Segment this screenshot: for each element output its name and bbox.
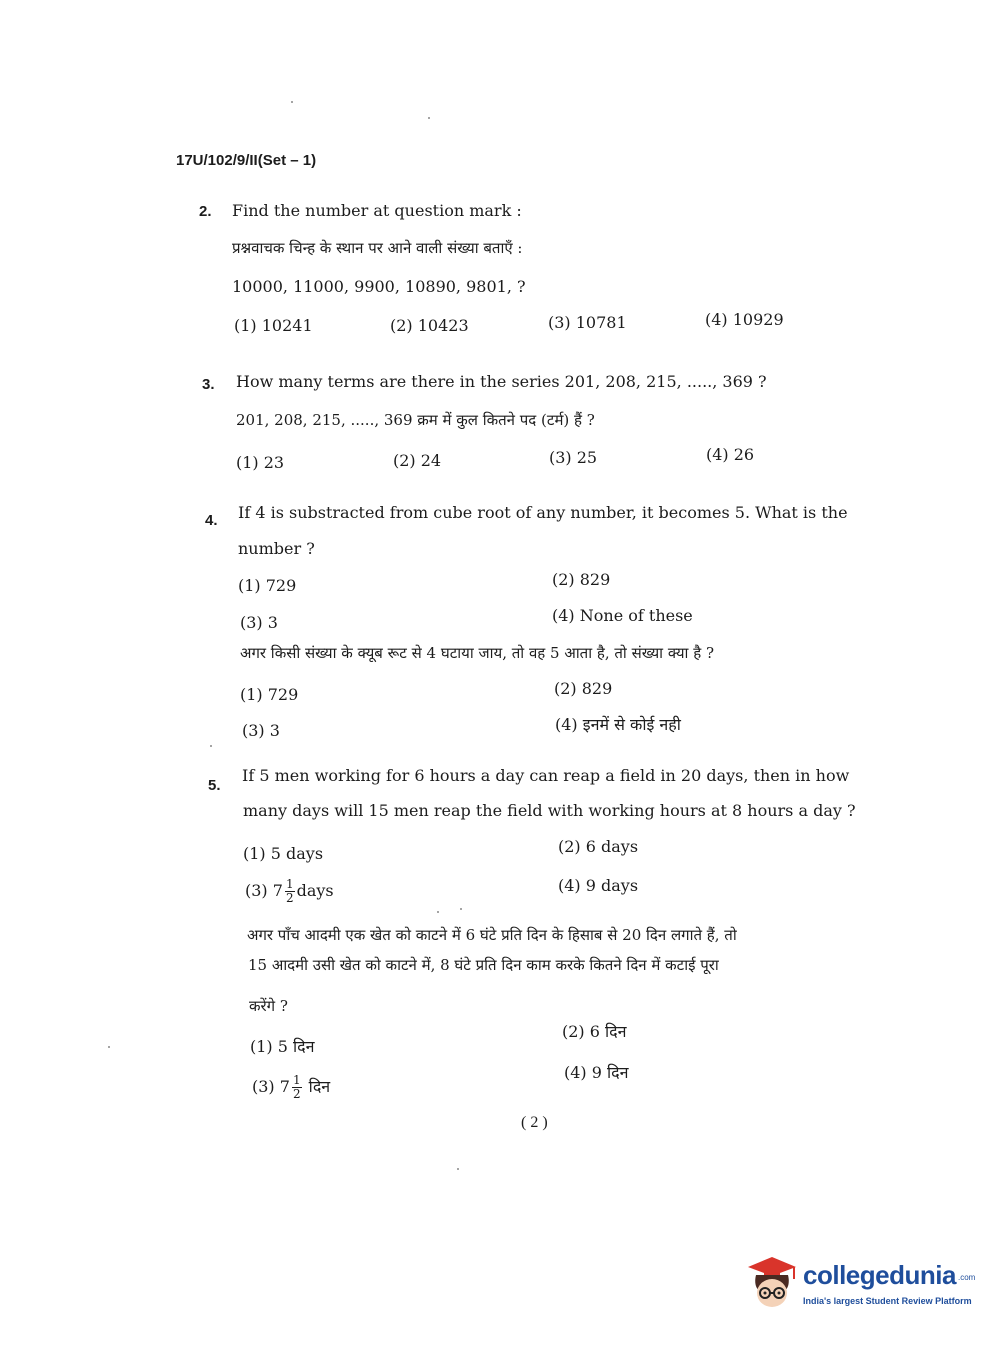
option-3-hi	[252, 1074, 330, 1101]
option-4-hi: (4) इनमें से कोई नही	[555, 715, 681, 734]
option-3-unit: days	[296, 881, 334, 900]
question-text-hi: प्रश्नवाचक चिन्ह के स्थान पर आने वाली संख्या बताएँ :	[232, 239, 523, 257]
question-number: 3.	[202, 376, 215, 393]
option-1: (1) 729	[238, 576, 297, 595]
question-number: 2.	[199, 203, 212, 220]
fraction-numerator: 1	[292, 1073, 301, 1087]
option-3: (3) 10781	[548, 313, 627, 332]
logo-wordmark: collegedunia	[803, 1260, 956, 1290]
question-text-en-line2: number ?	[238, 539, 315, 558]
option-4: (4) 26	[706, 445, 755, 464]
option-3-unit: दिन	[308, 1077, 331, 1096]
option-4: (4) 9 days	[558, 876, 639, 895]
option-1: (1) 10241	[234, 316, 313, 335]
option-3-prefix: (3) 7	[245, 881, 283, 900]
question-text-en-line2: many days will 15 men reap the field with working hours at 8 hours a day ?	[243, 801, 856, 820]
question-text-hi: 201, 208, 215, ....., 369 क्रम में कुल कितने पद (टर्म) हैं ?	[236, 411, 595, 429]
page-number: ( 2 )	[521, 1114, 548, 1131]
paper-code: 17U/102/9/II(Set – 1)	[176, 152, 317, 169]
option-2: (2) 6 days	[558, 837, 639, 856]
question-text-en: Find the number at question mark :	[232, 201, 522, 220]
question-text-hi-line1: अगर पाँच आदमी एक खेत को काटने में 6 घंटे प्रति दिन के हिसाब से 20 दिन लगाते हैं, तो	[247, 926, 737, 944]
question-text-hi: अगर किसी संख्या के क्यूब रूट से 4 घटाया जाय, तो वह 5 आता है, तो संख्या क्या है ?	[240, 644, 714, 662]
option-4-hi: (4) 9 दिन	[564, 1063, 629, 1082]
option-1-hi: (1) 729	[240, 685, 299, 704]
question-text-en-line1: If 5 men working for 6 hours a day can reap a field in 20 days, then in how	[242, 766, 850, 785]
logo-tld: .com	[958, 1273, 976, 1282]
option-2: (2) 829	[552, 570, 611, 589]
fraction-denominator: 2	[285, 891, 294, 905]
option-3: (3) 3	[240, 613, 278, 632]
question-text-en: How many terms are there in the series 201, 208, 215, ....., 369 ?	[236, 372, 767, 391]
speck	[210, 745, 212, 747]
option-1: (1) 5 days	[243, 844, 324, 863]
option-2: (2) 24	[393, 451, 442, 470]
option-3-hi: (3) 3	[242, 721, 280, 740]
option-2-hi: (2) 6 दिन	[562, 1022, 627, 1041]
question-text-en-line1: If 4 is substracted from cube root of any number, it becomes 5. What is the	[238, 503, 848, 522]
speck	[428, 117, 430, 119]
speck	[437, 911, 439, 913]
fraction-half	[292, 1074, 302, 1101]
option-2: (2) 10423	[390, 316, 469, 335]
collegedunia-mascot-icon	[742, 1253, 800, 1311]
question-number: 5.	[208, 777, 221, 794]
speck	[460, 908, 462, 910]
question-number: 4.	[205, 512, 218, 529]
option-4: (4) 10929	[705, 310, 784, 329]
question-series: 10000, 11000, 9900, 10890, 9801, ?	[232, 277, 526, 296]
option-4: (4) None of these	[552, 606, 693, 625]
option-2-hi: (2) 829	[554, 679, 613, 698]
speck	[457, 1168, 459, 1170]
fraction-half	[285, 878, 295, 905]
option-3-prefix: (3) 7	[252, 1077, 290, 1096]
fraction-numerator: 1	[285, 877, 294, 891]
fraction-denominator: 2	[292, 1087, 301, 1101]
speck	[291, 101, 293, 103]
option-1-hi: (1) 5 दिन	[250, 1037, 315, 1056]
speck	[108, 1046, 110, 1048]
logo-tagline: India's largest Student Review Platform	[803, 1296, 972, 1306]
option-3: (3) 25	[549, 448, 598, 467]
question-text-hi-line2: 15 आदमी उसी खेत को काटने में, 8 घंटे प्रति दिन काम करके कितने दिन में कटाई पूरा	[248, 956, 719, 974]
question-text-hi-line3: करेंगे ?	[249, 997, 288, 1015]
option-3	[245, 878, 334, 905]
option-1: (1) 23	[236, 453, 285, 472]
